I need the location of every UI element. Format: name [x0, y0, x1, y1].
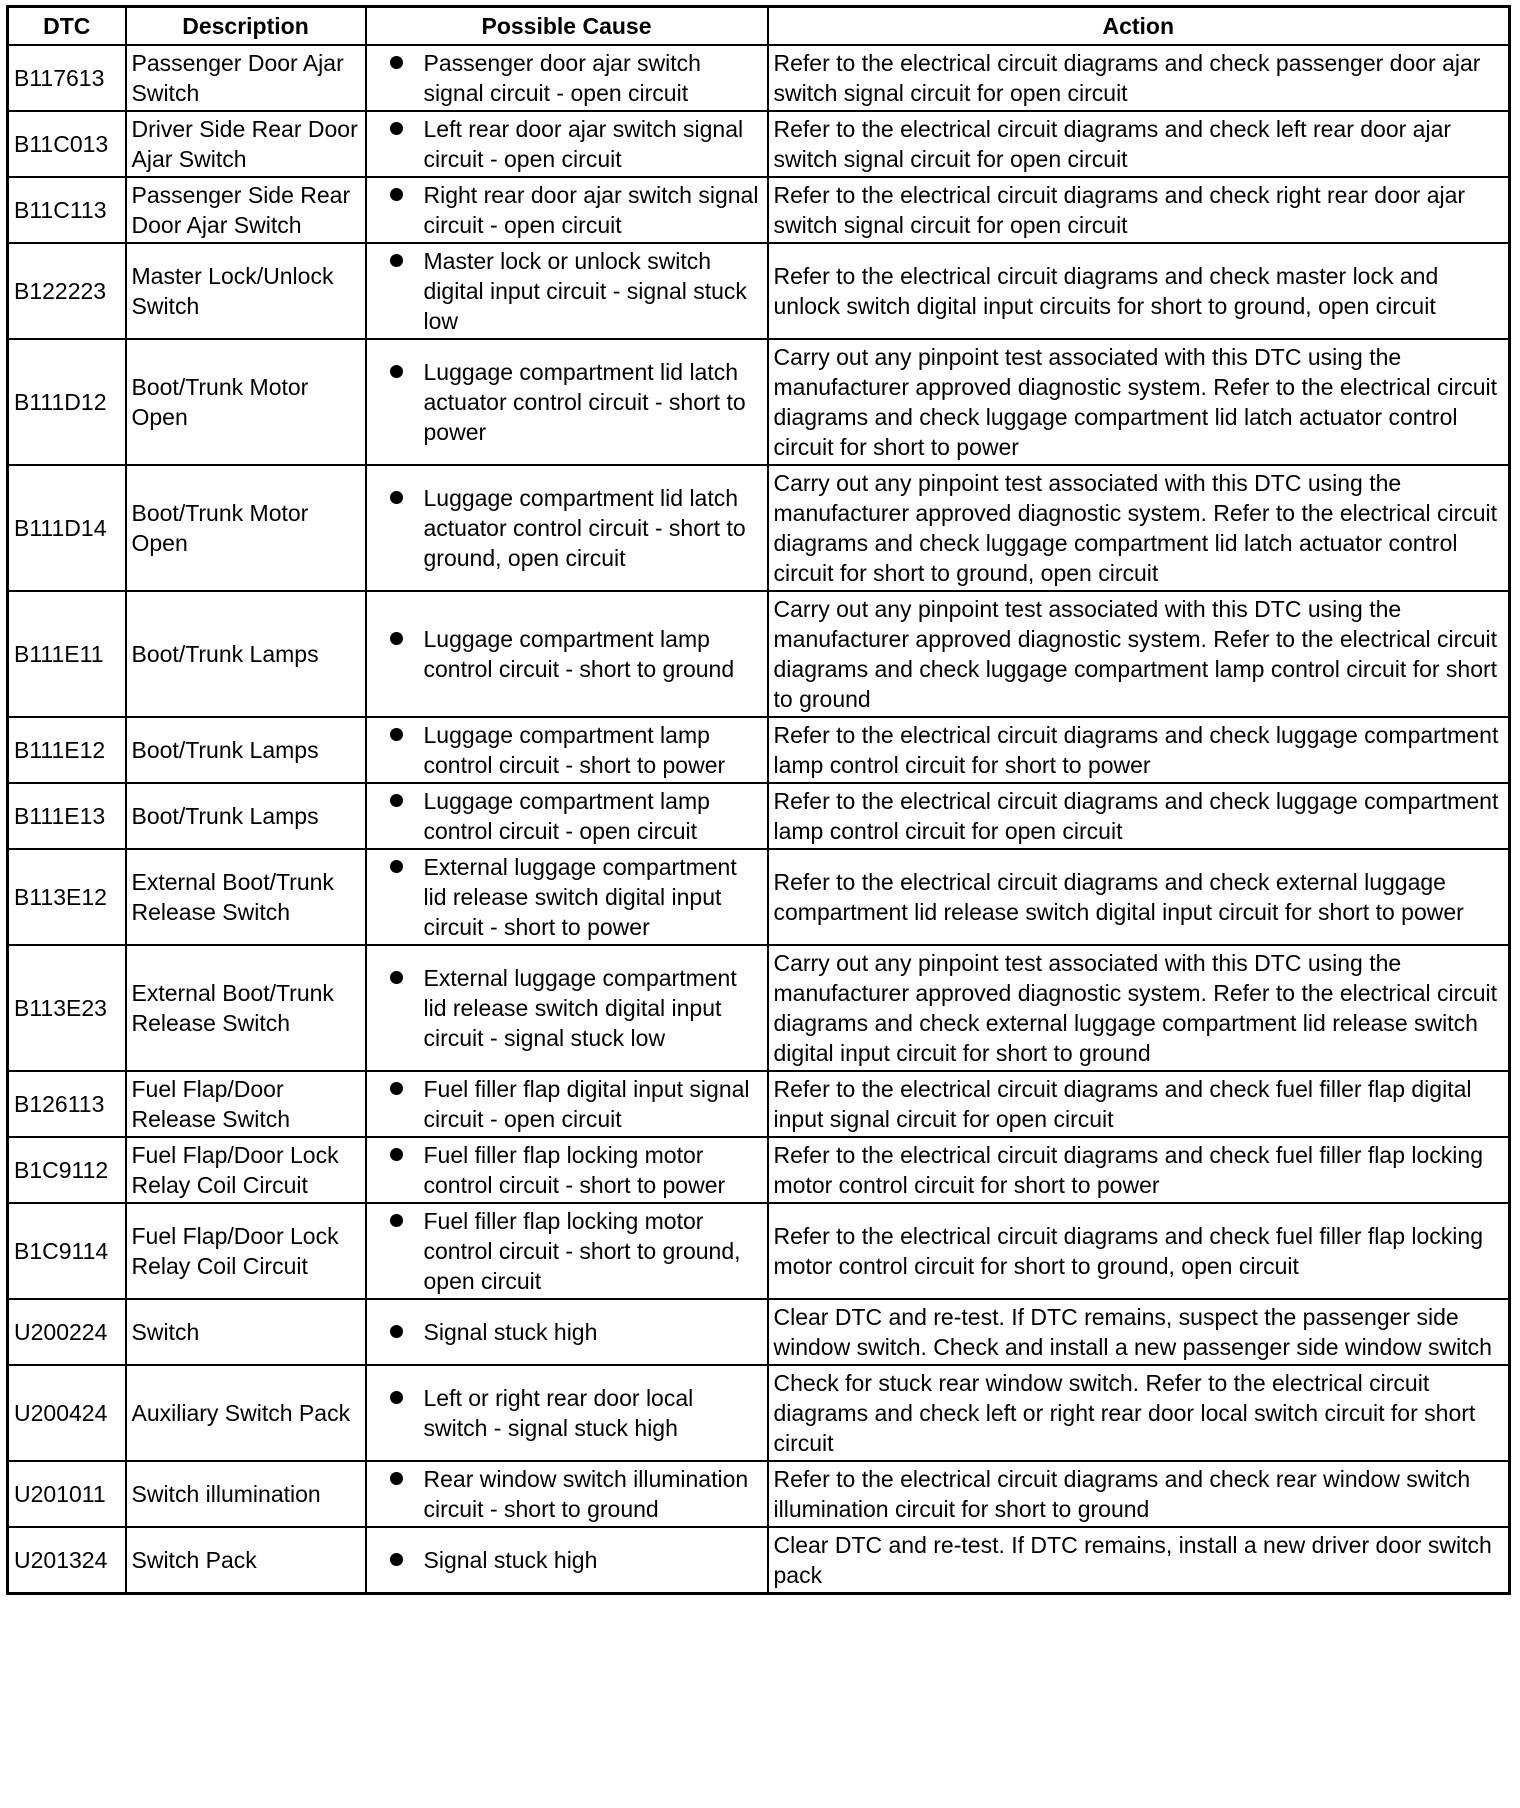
- cause-list-item: [372, 483, 762, 573]
- table-body: [8, 45, 1510, 1594]
- action-text: Carry out any pinpoint test associated with this DTC using the manufacturer approved diagnostic system. Refer to the electrical circuit diagrams and check luggage compartment lid latch actuator control circuit for short to ground, open circuit: [768, 465, 1510, 591]
- bullet-icon: [390, 254, 403, 267]
- possible-cause-text: Left or right rear door local switch - signal stuck high: [423, 1385, 694, 1441]
- bullet-icon: [390, 188, 403, 201]
- table-row: [8, 849, 1510, 945]
- cause-list-item: [372, 1317, 762, 1347]
- possible-cause-text: Signal stuck high: [423, 1319, 598, 1345]
- cause-list-item: [372, 1545, 762, 1575]
- dtc-code: B111E13: [8, 783, 126, 849]
- action-text: Refer to the electrical circuit diagrams and check passenger door ajar switch signal circuit for open circuit: [768, 45, 1510, 111]
- dtc-code: B11C113: [8, 177, 126, 243]
- table-row: [8, 945, 1510, 1071]
- bullet-icon: [390, 1148, 403, 1161]
- bullet-icon: [390, 491, 403, 504]
- possible-cause-cell: [366, 717, 768, 783]
- bullet-icon: [390, 728, 403, 741]
- possible-cause-cell: [366, 465, 768, 591]
- cause-list-item: [372, 48, 762, 108]
- possible-cause-text: External luggage compartment lid release switch digital input circuit - short to power: [423, 854, 737, 940]
- possible-cause-cell: [366, 339, 768, 465]
- table-row: [8, 465, 1510, 591]
- action-text: Refer to the electrical circuit diagrams and check master lock and unlock switch digital input circuits for short to ground, open circuit: [768, 243, 1510, 339]
- dtc-code: B1C9114: [8, 1203, 126, 1299]
- cause-list-item: [372, 1206, 762, 1296]
- cause-list-item: [372, 852, 762, 942]
- possible-cause-cell: [366, 783, 768, 849]
- possible-cause-cell: [366, 243, 768, 339]
- action-text: Refer to the electrical circuit diagrams and check rear window switch illumination circuit for short to ground: [768, 1461, 1510, 1527]
- bullet-icon: [390, 122, 403, 135]
- table-row: [8, 783, 1510, 849]
- possible-cause-text: Signal stuck high: [423, 1547, 598, 1573]
- bullet-icon: [390, 632, 403, 645]
- dtc-description: Master Lock/Unlock Switch: [126, 243, 366, 339]
- dtc-code: B11C013: [8, 111, 126, 177]
- cause-list-item: [372, 1464, 762, 1524]
- bullet-icon: [390, 1391, 403, 1404]
- possible-cause-text: Fuel filler flap locking motor control circuit - short to ground, open circuit: [423, 1208, 741, 1294]
- bullet-icon: [390, 1082, 403, 1095]
- bullet-icon: [390, 1214, 403, 1227]
- possible-cause-cell: [366, 1461, 768, 1527]
- table-row: [8, 1203, 1510, 1299]
- dtc-code: U201324: [8, 1527, 126, 1594]
- dtc-description: Driver Side Rear Door Ajar Switch: [126, 111, 366, 177]
- dtc-description: Fuel Flap/Door Lock Relay Coil Circuit: [126, 1137, 366, 1203]
- possible-cause-text: Luggage compartment lid latch actuator control circuit - short to power: [423, 359, 746, 445]
- possible-cause-cell: [366, 1299, 768, 1365]
- table-row: [8, 111, 1510, 177]
- possible-cause-text: Luggage compartment lid latch actuator control circuit - short to ground, open circuit: [423, 485, 746, 571]
- action-text: Refer to the electrical circuit diagrams and check luggage compartment lamp control circuit for short to power: [768, 717, 1510, 783]
- dtc-description: Fuel Flap/Door Release Switch: [126, 1071, 366, 1137]
- possible-cause-cell: [366, 591, 768, 717]
- dtc-description: External Boot/Trunk Release Switch: [126, 849, 366, 945]
- dtc-code: B111E12: [8, 717, 126, 783]
- possible-cause-text: Fuel filler flap locking motor control circuit - short to power: [423, 1142, 726, 1198]
- cause-list-item: [372, 114, 762, 174]
- possible-cause-cell: [366, 1365, 768, 1461]
- bullet-icon: [390, 971, 403, 984]
- action-text: Refer to the electrical circuit diagrams and check left rear door ajar switch signal circuit for open circuit: [768, 111, 1510, 177]
- dtc-code: B113E23: [8, 945, 126, 1071]
- action-text: Carry out any pinpoint test associated with this DTC using the manufacturer approved diagnostic system. Refer to the electrical circuit diagrams and check luggage compartment lid latch actuator control circuit for short to power: [768, 339, 1510, 465]
- dtc-description: Boot/Trunk Lamps: [126, 717, 366, 783]
- dtc-code: B111E11: [8, 591, 126, 717]
- possible-cause-text: Fuel filler flap digital input signal circuit - open circuit: [423, 1076, 750, 1132]
- cause-list-item: [372, 720, 762, 780]
- cause-list-item: [372, 1383, 762, 1443]
- bullet-icon: [390, 1325, 403, 1338]
- cause-list-item: [372, 1074, 762, 1134]
- action-text: Refer to the electrical circuit diagrams and check external luggage compartment lid release switch digital input circuit for short to power: [768, 849, 1510, 945]
- table-row: [8, 1461, 1510, 1527]
- possible-cause-cell: [366, 1137, 768, 1203]
- dtc-description: External Boot/Trunk Release Switch: [126, 945, 366, 1071]
- dtc-description: Passenger Door Ajar Switch: [126, 45, 366, 111]
- action-text: Refer to the electrical circuit diagrams and check fuel filler flap digital input signal circuit for open circuit: [768, 1071, 1510, 1137]
- action-text: Carry out any pinpoint test associated with this DTC using the manufacturer approved diagnostic system. Refer to the electrical circuit diagrams and check external luggage compartment lid release switch digital input circuit for short to ground: [768, 945, 1510, 1071]
- header-dtc: DTC: [8, 7, 126, 46]
- bullet-icon: [390, 794, 403, 807]
- cause-list-item: [372, 963, 762, 1053]
- possible-cause-text: Master lock or unlock switch digital input circuit - signal stuck low: [423, 248, 747, 334]
- possible-cause-cell: [366, 1071, 768, 1137]
- action-text: Clear DTC and re-test. If DTC remains, suspect the passenger side window switch. Check and install a new passenger side window switch: [768, 1299, 1510, 1365]
- possible-cause-text: Right rear door ajar switch signal circuit - open circuit: [423, 182, 759, 238]
- dtc-description: Boot/Trunk Motor Open: [126, 339, 366, 465]
- possible-cause-text: External luggage compartment lid release switch digital input circuit - signal stuck low: [423, 965, 737, 1051]
- cause-list-item: [372, 357, 762, 447]
- dtc-code: U200224: [8, 1299, 126, 1365]
- dtc-description: Boot/Trunk Lamps: [126, 783, 366, 849]
- bullet-icon: [390, 1553, 403, 1566]
- table-row: [8, 1527, 1510, 1594]
- action-text: Check for stuck rear window switch. Refer to the electrical circuit diagrams and check left or right rear door local switch circuit for short circuit: [768, 1365, 1510, 1461]
- dtc-code: B111D12: [8, 339, 126, 465]
- action-text: Refer to the electrical circuit diagrams and check fuel filler flap locking motor control circuit for short to power: [768, 1137, 1510, 1203]
- possible-cause-text: Luggage compartment lamp control circuit - short to power: [423, 722, 726, 778]
- table-row: [8, 177, 1510, 243]
- table-row: [8, 591, 1510, 717]
- dtc-description: Boot/Trunk Lamps: [126, 591, 366, 717]
- dtc-code: U201011: [8, 1461, 126, 1527]
- dtc-description: Switch: [126, 1299, 366, 1365]
- dtc-description: Boot/Trunk Motor Open: [126, 465, 366, 591]
- bullet-icon: [390, 1472, 403, 1485]
- table-row: [8, 339, 1510, 465]
- dtc-code: B1C9112: [8, 1137, 126, 1203]
- header-possible-cause: Possible Cause: [366, 7, 768, 46]
- table-row: [8, 1365, 1510, 1461]
- table-row: [8, 45, 1510, 111]
- possible-cause-cell: [366, 1203, 768, 1299]
- action-text: Carry out any pinpoint test associated with this DTC using the manufacturer approved diagnostic system. Refer to the electrical circuit diagrams and check luggage compartment lamp control circuit for short to ground: [768, 591, 1510, 717]
- dtc-code: B111D14: [8, 465, 126, 591]
- possible-cause-cell: [366, 111, 768, 177]
- table-row: [8, 243, 1510, 339]
- action-text: Refer to the electrical circuit diagrams and check fuel filler flap locking motor control circuit for short to ground, open circuit: [768, 1203, 1510, 1299]
- bullet-icon: [390, 365, 403, 378]
- header-row: [8, 7, 1510, 46]
- bullet-icon: [390, 56, 403, 69]
- dtc-code: B117613: [8, 45, 126, 111]
- possible-cause-cell: [366, 177, 768, 243]
- cause-list-item: [372, 786, 762, 846]
- dtc-table: [6, 5, 1511, 1595]
- dtc-code: B122223: [8, 243, 126, 339]
- header-description: Description: [126, 7, 366, 46]
- possible-cause-text: Luggage compartment lamp control circuit - open circuit: [423, 788, 710, 844]
- dtc-code: B126113: [8, 1071, 126, 1137]
- cause-list-item: [372, 246, 762, 336]
- possible-cause-cell: [366, 45, 768, 111]
- dtc-description: Fuel Flap/Door Lock Relay Coil Circuit: [126, 1203, 366, 1299]
- dtc-description: Auxiliary Switch Pack: [126, 1365, 366, 1461]
- possible-cause-cell: [366, 1527, 768, 1594]
- possible-cause-text: Left rear door ajar switch signal circuit - open circuit: [423, 116, 744, 172]
- possible-cause-text: Luggage compartment lamp control circuit - short to ground: [423, 626, 735, 682]
- possible-cause-cell: [366, 849, 768, 945]
- dtc-description: Switch Pack: [126, 1527, 366, 1594]
- dtc-code: U200424: [8, 1365, 126, 1461]
- action-text: Refer to the electrical circuit diagrams and check luggage compartment lamp control circuit for open circuit: [768, 783, 1510, 849]
- header-action: Action: [768, 7, 1510, 46]
- cause-list-item: [372, 180, 762, 240]
- action-text: Refer to the electrical circuit diagrams and check right rear door ajar switch signal circuit for open circuit: [768, 177, 1510, 243]
- possible-cause-text: Passenger door ajar switch signal circuit - open circuit: [423, 50, 701, 106]
- dtc-code: B113E12: [8, 849, 126, 945]
- table-row: [8, 1299, 1510, 1365]
- possible-cause-cell: [366, 945, 768, 1071]
- table-row: [8, 1137, 1510, 1203]
- action-text: Clear DTC and re-test. If DTC remains, install a new driver door switch pack: [768, 1527, 1510, 1594]
- cause-list-item: [372, 1140, 762, 1200]
- dtc-description: Switch illumination: [126, 1461, 366, 1527]
- bullet-icon: [390, 860, 403, 873]
- table-row: [8, 1071, 1510, 1137]
- possible-cause-text: Rear window switch illumination circuit - short to ground: [423, 1466, 749, 1522]
- table-row: [8, 717, 1510, 783]
- dtc-description: Passenger Side Rear Door Ajar Switch: [126, 177, 366, 243]
- cause-list-item: [372, 624, 762, 684]
